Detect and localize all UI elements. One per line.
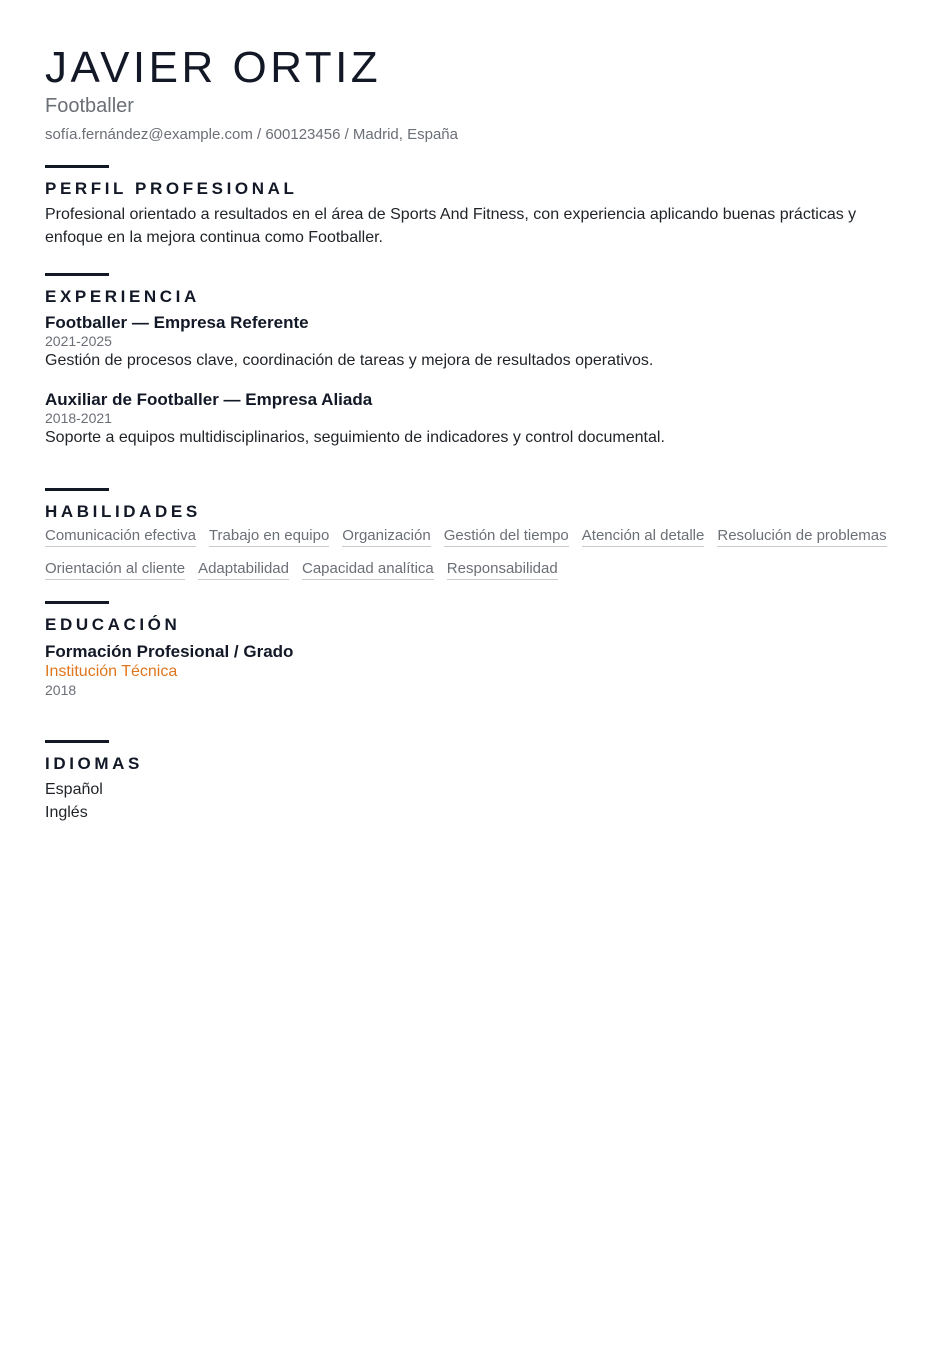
skill-tag: Adaptabilidad <box>198 559 289 580</box>
experience-description: Gestión de procesos clave, coordinación de tareas y mejora de resultados operativos. <box>45 352 654 369</box>
skill-tag: Trabajo en equipo <box>209 526 329 547</box>
profile-section-title: PERFIL PROFESIONAL <box>45 179 298 198</box>
section-divider <box>45 273 109 276</box>
skill-tag: Capacidad analítica <box>302 559 434 580</box>
skill-tag: Resolución de problemas <box>717 526 886 547</box>
skills-section <box>45 488 912 592</box>
section-divider <box>45 488 109 491</box>
experience-item <box>45 313 912 371</box>
contact-line: sofía.fernández@example.com / 600123456 / Madrid, España <box>45 126 458 143</box>
skill-tag: Comunicación efectiva <box>45 526 196 547</box>
education-institution: Institución Técnica <box>45 663 178 680</box>
education-section-title: EDUCACIÓN <box>45 615 181 634</box>
candidate-role: Footballer <box>45 95 134 117</box>
education-year: 2018 <box>45 682 77 698</box>
experience-section <box>45 273 912 448</box>
skill-tag: Gestión del tiempo <box>444 526 569 547</box>
section-divider <box>45 165 109 168</box>
skill-tag: Organización <box>342 526 430 547</box>
experience-description: Soporte a equipos multidisciplinarios, seguimiento de indicadores y control documental. <box>45 429 665 446</box>
skills-list <box>45 526 925 592</box>
candidate-name: JAVIER ORTIZ <box>45 43 382 92</box>
section-divider <box>45 601 109 604</box>
skill-tag: Orientación al cliente <box>45 559 185 580</box>
education-section <box>45 601 912 700</box>
education-degree: Formación Profesional / Grado <box>45 642 294 661</box>
languages-list <box>45 778 912 824</box>
languages-section-title: IDIOMAS <box>45 754 143 773</box>
experience-heading: Footballer — Empresa Referente <box>45 313 309 332</box>
skills-section-title: HABILIDADES <box>45 502 201 521</box>
experience-dates: 2021-2025 <box>45 333 112 349</box>
experience-section-title: EXPERIENCIA <box>45 287 200 306</box>
language-item: Español <box>45 781 103 798</box>
profile-section <box>45 165 912 249</box>
skill-tag: Responsabilidad <box>447 559 558 580</box>
experience-item <box>45 390 912 448</box>
languages-section <box>45 740 912 824</box>
language-item: Inglés <box>45 804 88 821</box>
skill-tag: Atención al detalle <box>582 526 705 547</box>
experience-dates: 2018-2021 <box>45 410 112 426</box>
section-divider <box>45 740 109 743</box>
profile-text: Profesional orientado a resultados en el área de Sports And Fitness, con experiencia aplicando buenas prácticas y enfoque en la mejora continua como Footballer. <box>45 206 857 246</box>
experience-heading: Auxiliar de Footballer — Empresa Aliada <box>45 390 373 409</box>
